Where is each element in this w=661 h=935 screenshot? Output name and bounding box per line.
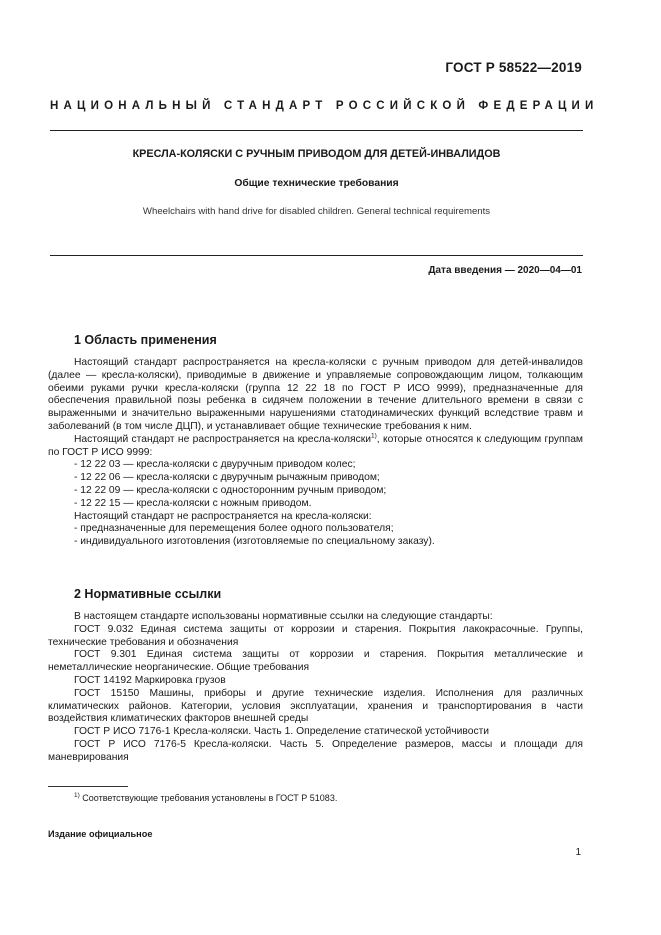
list-item: - 12 22 09 — кресла-коляски с односторонним ручным приводом;	[74, 484, 387, 496]
reference-item: ГОСТ 14192 Маркировка грузов	[74, 674, 226, 686]
paragraph: Настоящий стандарт не распространяется на кресла-коляски:	[74, 510, 372, 522]
reference-item: ГОСТ 15150 Машины, приборы и другие технические изделия. Исполнения для различных климатических районов. Категории, условия эксплуатации, хранения и транспортирования в части воздействия климатических факторов внешней среды	[48, 687, 583, 725]
document-subtitle: Общие технические требования	[234, 178, 399, 189]
list-item: - 12 22 06 — кресла-коляски с двуручным рычажным приводом;	[74, 472, 380, 484]
page-number: 1	[575, 847, 581, 858]
paragraph-text: , которые относятся к следующим группам по ГОСТ Р ИСО 9999:	[48, 433, 584, 458]
list-item: - 12 22 03 — кресла-коляски с двуручным приводом колес;	[74, 459, 356, 471]
introduction-date: Дата введения — 2020—04—01	[428, 265, 582, 276]
official-edition-label: Издание официальное	[48, 829, 153, 839]
reference-item: ГОСТ Р ИСО 7176-5 Кресла-коляски. Часть 5. Определение размеров, массы и площади для маневрирования	[48, 738, 583, 763]
paragraph-text: Настоящий стандарт не распространяется на кресла-коляски	[74, 433, 371, 445]
footnote	[74, 793, 337, 803]
reference-item: ГОСТ Р ИСО 7176-1 Кресла-коляски. Часть 1. Определение статической устойчивости	[74, 726, 490, 738]
list-item: - индивидуального изготовления (изготовляемые по специальному заказу).	[74, 536, 435, 548]
section-heading: 1 Область применения	[74, 333, 217, 347]
paragraph: В настоящем стандарте использованы нормативные ссылки на следующие стандарты:	[74, 611, 493, 622]
english-title: Wheelchairs with hand drive for disabled children. General technical requirements	[142, 206, 491, 217]
paragraph	[48, 434, 583, 460]
reference-item: ГОСТ 9.301 Единая система защиты от коррозии и старения. Покрытия металлические и неметаллические неорганические. Общие требования	[48, 649, 583, 674]
section-references	[48, 587, 583, 765]
list-item: - предназначенные для перемещения более одного пользователя;	[74, 523, 394, 535]
reference-item: ГОСТ 9.032 Единая система защиты от коррозии и старения. Покрытия лакокрасочные. Группы, технические требования и обозначения	[48, 623, 583, 648]
document-code: ГОСТ Р 58522—2019	[445, 60, 582, 75]
middle-divider	[50, 255, 583, 256]
document-title: КРЕСЛА-КОЛЯСКИ С РУЧНЫМ ПРИВОДОМ ДЛЯ ДЕТЕЙ-ИНВАЛИДОВ	[132, 148, 501, 160]
national-standard-banner: НАЦИОНАЛЬНЫЙ СТАНДАРТ РОССИЙСКОЙ ФЕДЕРАЦИИ	[50, 100, 599, 112]
list-item: - 12 22 15 — кресла-коляски с ножным приводом.	[74, 497, 312, 509]
paragraph: Настоящий стандарт распространяется на кресла-коляски с ручным приводом для детей-инвалидов (далее — кресла-коляски), приводимые в движение и управляемые сопровождающим лицом, толкающим обеими руками ручки кресла-коляски (группа 12 22 18 по ГОСТ Р ИСО 9999), предназначенные для обеспечения правильной позы ребенка в сидячем положении в течение длительного времени в связи с выраженными и значительно выраженными нарушениями статодинамических функций вследствие травм и заболеваний (в том числе ДЦП), и устанавливает общие технические требования к ним.	[48, 357, 583, 432]
footnote-ref: 1)	[371, 432, 377, 440]
footnote-mark: 1)	[74, 792, 80, 799]
footnote-text: Соответствующие требования установлены в ГОСТ Р 51083.	[79, 793, 338, 803]
section-scope	[48, 333, 583, 549]
section-heading: 2 Нормативные ссылки	[74, 587, 222, 601]
top-divider	[50, 130, 583, 131]
footnote-divider	[48, 786, 128, 787]
